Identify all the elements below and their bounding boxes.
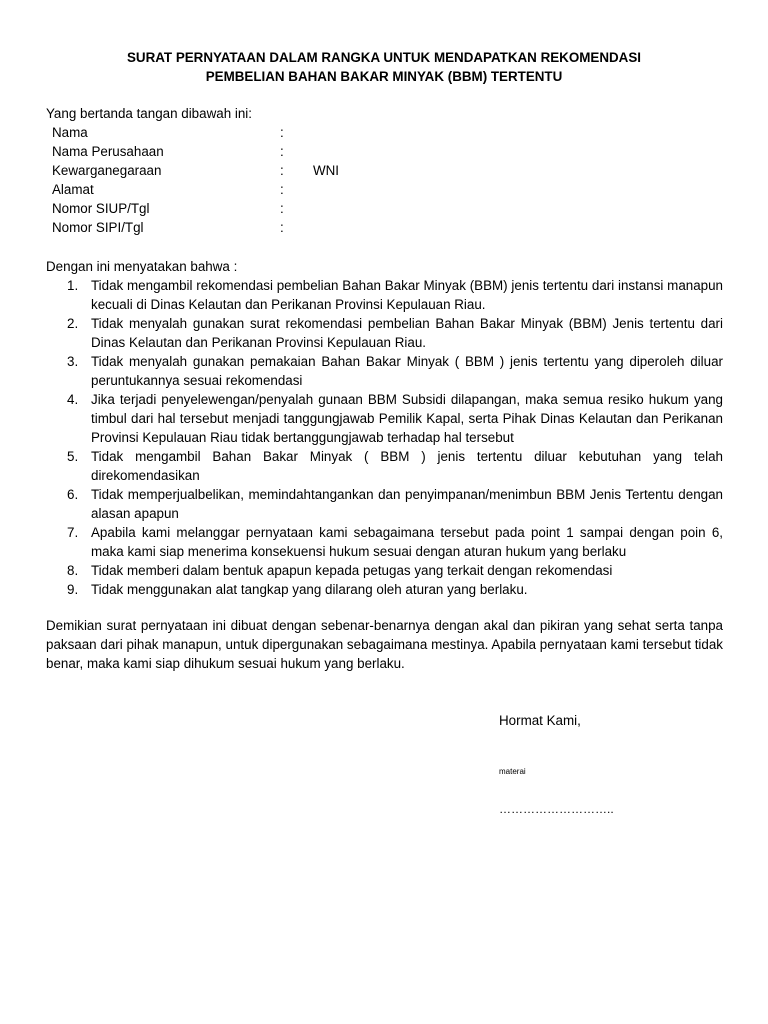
statement-points-list bbox=[46, 276, 723, 599]
statement-point bbox=[46, 447, 723, 485]
field-colon: : bbox=[280, 201, 284, 216]
field-label: Nomor SIPI/Tgl bbox=[52, 220, 144, 235]
field-colon: : bbox=[280, 163, 284, 178]
statement-point bbox=[46, 485, 723, 523]
statement-point bbox=[46, 523, 723, 561]
point-number: 3. bbox=[67, 354, 79, 369]
field-label: Nama Perusahaan bbox=[52, 144, 164, 159]
statement-point bbox=[46, 580, 723, 599]
field-row-company-name bbox=[52, 142, 452, 161]
point-number: 6. bbox=[67, 487, 79, 502]
signatory-intro: Yang bertanda tangan dibawah ini: bbox=[46, 106, 252, 121]
point-number: 4. bbox=[67, 392, 79, 407]
point-text: Apabila kami melanggar pernyataan kami sebagaimana tersebut pada point 1 sampai dengan poin 6, maka kami siap menerima konsekuensi hukum sesuai dengan aturan hukum yang berlaku bbox=[91, 525, 723, 559]
field-row-sipi bbox=[52, 218, 452, 237]
statement-point bbox=[46, 352, 723, 390]
field-label: Nama bbox=[52, 125, 88, 140]
signature-block bbox=[499, 711, 719, 816]
field-colon: : bbox=[280, 220, 284, 235]
signature-line: ……………………….. bbox=[499, 802, 614, 816]
field-row-nationality bbox=[52, 161, 452, 180]
point-number: 7. bbox=[67, 525, 79, 540]
statement-point bbox=[46, 390, 723, 447]
field-row-address bbox=[52, 180, 452, 199]
field-colon: : bbox=[280, 125, 284, 140]
field-colon: : bbox=[280, 144, 284, 159]
point-text: Tidak memberi dalam bentuk apapun kepada petugas yang terkait dengan rekomendasi bbox=[91, 563, 613, 578]
closing-regards: Hormat Kami, bbox=[499, 713, 581, 728]
statement-point bbox=[46, 561, 723, 580]
statement-intro: Dengan ini menyatakan bahwa : bbox=[46, 259, 238, 274]
point-number: 9. bbox=[67, 582, 79, 597]
point-number: 5. bbox=[67, 449, 79, 464]
stamp-label: materai bbox=[499, 767, 526, 776]
point-number: 8. bbox=[67, 563, 79, 578]
point-text: Tidak menggunakan alat tangkap yang dilarang oleh aturan yang berlaku. bbox=[91, 582, 528, 597]
field-row-siup bbox=[52, 199, 452, 218]
statement-point bbox=[46, 314, 723, 352]
title-line-2: PEMBELIAN BAHAN BAKAR MINYAK (BBM) TERTENTU bbox=[205, 69, 563, 84]
document-title bbox=[0, 48, 768, 86]
field-colon: : bbox=[280, 182, 284, 197]
statement-point bbox=[46, 276, 723, 314]
field-label: Kewarganegaraan bbox=[52, 163, 162, 178]
field-label: Alamat bbox=[52, 182, 94, 197]
field-row-name bbox=[52, 123, 452, 142]
point-number: 2. bbox=[67, 316, 79, 331]
closing-paragraph: Demikian surat pernyataan ini dibuat dengan sebenar-benarnya dengan akal dan pikiran yang sehat serta tanpa paksaan dari pihak manapun, untuk dipergunakan sebagaimana mestinya. Apabila pernyataan kami tersebut tidak benar, maka kami siap dihukum sesuai hukum yang berlaku. bbox=[46, 618, 723, 671]
point-number: 1. bbox=[67, 278, 79, 293]
point-text: Jika terjadi penyelewengan/penyalah gunaan BBM Subsidi dilapangan, maka semua resiko hukum yang timbul dari hal tersebut menjadi tanggungjawab Pemilik Kapal, serta Pihak Dinas Kelautan dan Perikanan Provinsi Kepulauan Riau tidak bertanggungjawab terhadap hal tersebut bbox=[91, 392, 723, 445]
point-text: Tidak mengambil Bahan Bakar Minyak ( BBM ) jenis tertentu diluar kebutuhan yang telah direkomendasikan bbox=[91, 449, 723, 483]
title-line-1: SURAT PERNYATAAN DALAM RANGKA UNTUK MENDAPATKAN REKOMENDASI bbox=[126, 50, 642, 65]
point-text: Tidak menyalah gunakan pemakaian Bahan Bakar Minyak ( BBM ) jenis tertentu yang diperoleh diluar peruntukannya sesuai rekomendasi bbox=[91, 354, 723, 388]
point-text: Tidak menyalah gunakan surat rekomendasi pembelian Bahan Bakar Minyak (BBM) Jenis tertentu dari Dinas Kelautan dan Perikanan Provinsi Kepulauan Riau. bbox=[91, 316, 723, 350]
point-text: Tidak memperjualbelikan, memindahtangankan dan penyimpanan/menimbun BBM Jenis Tertentu dengan alasan apapun bbox=[91, 487, 723, 521]
field-label: Nomor SIUP/Tgl bbox=[52, 201, 150, 216]
point-text: Tidak mengambil rekomendasi pembelian Bahan Bakar Minyak (BBM) jenis tertentu dari instansi manapun kecuali di Dinas Kelautan dan Perikanan Provinsi Kepulauan Riau. bbox=[91, 278, 723, 312]
signatory-fields bbox=[52, 123, 452, 237]
field-value: WNI bbox=[313, 163, 340, 178]
